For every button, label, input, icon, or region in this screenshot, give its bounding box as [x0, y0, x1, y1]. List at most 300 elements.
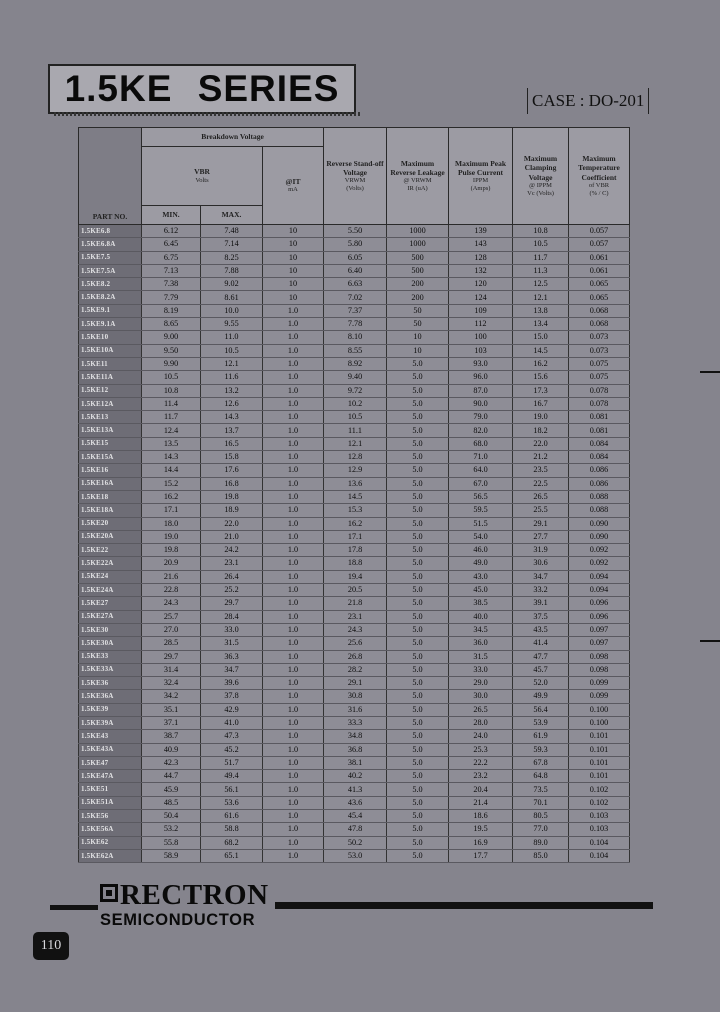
table-row [79, 464, 630, 477]
cell-peak-pulse: 45.0 [449, 584, 513, 597]
cell-standoff: 24.3 [324, 623, 387, 636]
cell-vbr-min: 25.7 [142, 610, 201, 623]
cell-part-no: 1.5KE24A [79, 584, 142, 597]
cell-clamping: 56.4 [513, 703, 569, 716]
table-row [79, 783, 630, 796]
table-row [79, 331, 630, 344]
cell-leakage: 5.0 [387, 716, 449, 729]
cell-temp-coef: 0.073 [569, 331, 630, 344]
cell-temp-coef: 0.092 [569, 544, 630, 557]
table-row [79, 291, 630, 304]
cell-part-no: 1.5KE10 [79, 331, 142, 344]
cell-leakage: 200 [387, 278, 449, 291]
cell-vbr-min: 16.2 [142, 490, 201, 503]
cell-leakage: 5.0 [387, 849, 449, 862]
cell-vbr-min: 28.5 [142, 637, 201, 650]
cell-vbr-min: 45.9 [142, 783, 201, 796]
cell-clamping: 13.4 [513, 318, 569, 331]
cell-vbr-min: 10.8 [142, 384, 201, 397]
cell-temp-coef: 0.068 [569, 318, 630, 331]
cell-vbr-min: 14.3 [142, 451, 201, 464]
cell-vbr-max: 18.9 [201, 504, 263, 517]
cell-vbr-max: 65.1 [201, 849, 263, 862]
cell-standoff: 21.8 [324, 597, 387, 610]
cell-temp-coef: 0.057 [569, 238, 630, 251]
table-row [79, 318, 630, 331]
cell-vbr-max: 31.5 [201, 637, 263, 650]
cell-clamping: 30.6 [513, 557, 569, 570]
cell-clamping: 12.5 [513, 278, 569, 291]
cell-part-no: 1.5KE56 [79, 810, 142, 823]
cell-leakage: 10 [387, 331, 449, 344]
cell-peak-pulse: 25.3 [449, 743, 513, 756]
cell-clamping: 16.7 [513, 397, 569, 410]
table-row [79, 397, 630, 410]
cell-peak-pulse: 43.0 [449, 570, 513, 583]
cell-standoff: 20.5 [324, 584, 387, 597]
cell-standoff: 28.2 [324, 663, 387, 676]
table-row [79, 477, 630, 490]
cell-it: 1.0 [263, 397, 324, 410]
cell-temp-coef: 0.065 [569, 278, 630, 291]
cell-part-no: 1.5KE9.1A [79, 318, 142, 331]
cell-standoff: 38.1 [324, 756, 387, 769]
cell-peak-pulse: 33.0 [449, 663, 513, 676]
cell-temp-coef: 0.098 [569, 650, 630, 663]
header-it: @IT mA [263, 147, 324, 225]
cell-clamping: 49.9 [513, 690, 569, 703]
cell-vbr-max: 36.3 [201, 650, 263, 663]
cell-part-no: 1.5KE10A [79, 344, 142, 357]
table-row [79, 716, 630, 729]
cell-peak-pulse: 100 [449, 331, 513, 344]
cell-part-no: 1.5KE18 [79, 490, 142, 503]
cell-clamping: 89.0 [513, 836, 569, 849]
table-row [79, 796, 630, 809]
header-min: MIN. [142, 206, 201, 225]
cell-leakage: 5.0 [387, 637, 449, 650]
cell-vbr-min: 19.8 [142, 544, 201, 557]
cell-vbr-min: 9.90 [142, 357, 201, 370]
cell-temp-coef: 0.101 [569, 756, 630, 769]
cell-clamping: 13.8 [513, 304, 569, 317]
cell-part-no: 1.5KE47A [79, 770, 142, 783]
table-row [79, 730, 630, 743]
cell-clamping: 53.9 [513, 716, 569, 729]
cell-peak-pulse: 96.0 [449, 371, 513, 384]
cell-temp-coef: 0.100 [569, 703, 630, 716]
cell-temp-coef: 0.088 [569, 490, 630, 503]
header-temp-coef: Maximum Temperature Coefficient of VBR (% / C) [569, 128, 630, 225]
cell-peak-pulse: 36.0 [449, 637, 513, 650]
cell-vbr-max: 42.9 [201, 703, 263, 716]
cell-it: 1.0 [263, 304, 324, 317]
cell-peak-pulse: 51.5 [449, 517, 513, 530]
cell-peak-pulse: 112 [449, 318, 513, 331]
cell-it: 1.0 [263, 836, 324, 849]
cell-clamping: 39.1 [513, 597, 569, 610]
cell-it: 1.0 [263, 371, 324, 384]
cell-peak-pulse: 34.5 [449, 623, 513, 636]
cell-peak-pulse: 18.6 [449, 810, 513, 823]
cell-part-no: 1.5KE12 [79, 384, 142, 397]
table-row [79, 810, 630, 823]
cell-temp-coef: 0.090 [569, 517, 630, 530]
cell-vbr-max: 29.7 [201, 597, 263, 610]
cell-temp-coef: 0.094 [569, 570, 630, 583]
table-row [79, 637, 630, 650]
cell-peak-pulse: 132 [449, 264, 513, 277]
cell-clamping: 10.8 [513, 225, 569, 238]
cell-clamping: 37.5 [513, 610, 569, 623]
cell-clamping: 70.1 [513, 796, 569, 809]
cell-temp-coef: 0.086 [569, 477, 630, 490]
cell-temp-coef: 0.061 [569, 264, 630, 277]
table-row [79, 490, 630, 503]
cell-vbr-max: 16.5 [201, 437, 263, 450]
cell-peak-pulse: 139 [449, 225, 513, 238]
cell-vbr-max: 56.1 [201, 783, 263, 796]
cell-clamping: 15.6 [513, 371, 569, 384]
cell-peak-pulse: 38.5 [449, 597, 513, 610]
cell-vbr-min: 10.5 [142, 371, 201, 384]
cell-vbr-max: 37.8 [201, 690, 263, 703]
table-row [79, 597, 630, 610]
cell-temp-coef: 0.057 [569, 225, 630, 238]
cell-it: 1.0 [263, 530, 324, 543]
cell-temp-coef: 0.061 [569, 251, 630, 264]
cell-vbr-min: 50.4 [142, 810, 201, 823]
cell-leakage: 5.0 [387, 730, 449, 743]
table-row [79, 849, 630, 862]
cell-clamping: 25.5 [513, 504, 569, 517]
cell-standoff: 15.3 [324, 504, 387, 517]
cell-temp-coef: 0.068 [569, 304, 630, 317]
cell-temp-coef: 0.086 [569, 464, 630, 477]
table-row [79, 371, 630, 384]
cell-peak-pulse: 128 [449, 251, 513, 264]
cell-part-no: 1.5KE27 [79, 597, 142, 610]
cell-vbr-min: 29.7 [142, 650, 201, 663]
cell-part-no: 1.5KE22A [79, 557, 142, 570]
table-row [79, 504, 630, 517]
header-standoff: Reverse Stand-off Voltage VRWM (Volts) [324, 128, 387, 225]
cell-vbr-max: 22.0 [201, 517, 263, 530]
cell-vbr-min: 44.7 [142, 770, 201, 783]
cell-temp-coef: 0.101 [569, 730, 630, 743]
cell-part-no: 1.5KE11 [79, 357, 142, 370]
cell-vbr-min: 37.1 [142, 716, 201, 729]
cell-standoff: 5.50 [324, 225, 387, 238]
table-row [79, 743, 630, 756]
cell-vbr-min: 38.7 [142, 730, 201, 743]
header-peak-pulse: Maximum Peak Pulse Current IPPM (Amps) [449, 128, 513, 225]
table-row [79, 584, 630, 597]
cell-peak-pulse: 19.5 [449, 823, 513, 836]
cell-vbr-max: 11.0 [201, 331, 263, 344]
cell-vbr-max: 8.61 [201, 291, 263, 304]
footer-rule-right [275, 902, 653, 909]
table-row [79, 623, 630, 636]
cell-standoff: 26.8 [324, 650, 387, 663]
cell-vbr-min: 34.2 [142, 690, 201, 703]
cell-it: 1.0 [263, 690, 324, 703]
cell-vbr-max: 41.0 [201, 716, 263, 729]
cell-it: 1.0 [263, 703, 324, 716]
cell-clamping: 85.0 [513, 849, 569, 862]
table-row [79, 823, 630, 836]
cell-vbr-min: 24.3 [142, 597, 201, 610]
cell-peak-pulse: 30.0 [449, 690, 513, 703]
cell-leakage: 5.0 [387, 770, 449, 783]
cell-standoff: 7.02 [324, 291, 387, 304]
cell-vbr-max: 28.4 [201, 610, 263, 623]
cell-vbr-max: 24.2 [201, 544, 263, 557]
cell-leakage: 5.0 [387, 703, 449, 716]
cell-leakage: 5.0 [387, 610, 449, 623]
cell-temp-coef: 0.097 [569, 637, 630, 650]
cell-temp-coef: 0.094 [569, 584, 630, 597]
cell-standoff: 36.8 [324, 743, 387, 756]
cell-leakage: 1000 [387, 238, 449, 251]
cell-vbr-min: 8.65 [142, 318, 201, 331]
cell-part-no: 1.5KE11A [79, 371, 142, 384]
cell-peak-pulse: 20.4 [449, 783, 513, 796]
cell-leakage: 5.0 [387, 464, 449, 477]
cell-it: 1.0 [263, 570, 324, 583]
cell-leakage: 5.0 [387, 530, 449, 543]
cell-vbr-max: 23.1 [201, 557, 263, 570]
cell-peak-pulse: 26.5 [449, 703, 513, 716]
cell-clamping: 23.5 [513, 464, 569, 477]
cell-standoff: 12.8 [324, 451, 387, 464]
cell-part-no: 1.5KE27A [79, 610, 142, 623]
cell-clamping: 52.0 [513, 677, 569, 690]
cell-leakage: 500 [387, 251, 449, 264]
cell-part-no: 1.5KE43A [79, 743, 142, 756]
cell-peak-pulse: 17.7 [449, 849, 513, 862]
cell-part-no: 1.5KE43 [79, 730, 142, 743]
cell-standoff: 53.0 [324, 849, 387, 862]
cell-it: 10 [263, 264, 324, 277]
cell-it: 1.0 [263, 477, 324, 490]
cell-vbr-min: 9.50 [142, 344, 201, 357]
cell-vbr-max: 49.4 [201, 770, 263, 783]
cell-temp-coef: 0.097 [569, 623, 630, 636]
header-max: MAX. [201, 206, 263, 225]
cell-standoff: 7.37 [324, 304, 387, 317]
cell-clamping: 41.4 [513, 637, 569, 650]
cell-peak-pulse: 23.2 [449, 770, 513, 783]
cell-peak-pulse: 87.0 [449, 384, 513, 397]
cell-standoff: 43.6 [324, 796, 387, 809]
cell-part-no: 1.5KE7.5A [79, 264, 142, 277]
cell-leakage: 5.0 [387, 584, 449, 597]
cell-peak-pulse: 79.0 [449, 411, 513, 424]
cell-it: 1.0 [263, 823, 324, 836]
cell-standoff: 33.3 [324, 716, 387, 729]
cell-temp-coef: 0.103 [569, 823, 630, 836]
cell-standoff: 6.05 [324, 251, 387, 264]
rectron-logo [100, 880, 275, 930]
cell-part-no: 1.5KE47 [79, 756, 142, 769]
cell-peak-pulse: 22.2 [449, 756, 513, 769]
cell-part-no: 1.5KE36A [79, 690, 142, 703]
cell-temp-coef: 0.081 [569, 424, 630, 437]
cell-standoff: 12.1 [324, 437, 387, 450]
cell-part-no: 1.5KE62A [79, 849, 142, 862]
cell-part-no: 1.5KE13A [79, 424, 142, 437]
cell-leakage: 5.0 [387, 650, 449, 663]
table-row [79, 225, 630, 238]
cell-peak-pulse: 31.5 [449, 650, 513, 663]
cell-standoff: 18.8 [324, 557, 387, 570]
cell-temp-coef: 0.075 [569, 371, 630, 384]
table-row [79, 451, 630, 464]
cell-it: 1.0 [263, 544, 324, 557]
cell-it: 1.0 [263, 623, 324, 636]
cell-leakage: 5.0 [387, 411, 449, 424]
cell-it: 1.0 [263, 849, 324, 862]
cell-part-no: 1.5KE62 [79, 836, 142, 849]
cell-temp-coef: 0.065 [569, 291, 630, 304]
cell-vbr-max: 7.48 [201, 225, 263, 238]
cell-clamping: 19.0 [513, 411, 569, 424]
cell-leakage: 5.0 [387, 504, 449, 517]
cell-clamping: 14.5 [513, 344, 569, 357]
table-row [79, 517, 630, 530]
cell-peak-pulse: 143 [449, 238, 513, 251]
cell-part-no: 1.5KE6.8 [79, 225, 142, 238]
cell-it: 1.0 [263, 318, 324, 331]
cell-peak-pulse: 28.0 [449, 716, 513, 729]
cell-standoff: 8.10 [324, 331, 387, 344]
cell-it: 1.0 [263, 517, 324, 530]
cell-it: 1.0 [263, 796, 324, 809]
cell-clamping: 29.1 [513, 517, 569, 530]
cell-standoff: 50.2 [324, 836, 387, 849]
cell-vbr-min: 31.4 [142, 663, 201, 676]
cell-standoff: 17.8 [324, 544, 387, 557]
cell-leakage: 5.0 [387, 823, 449, 836]
cell-standoff: 6.63 [324, 278, 387, 291]
cell-part-no: 1.5KE16 [79, 464, 142, 477]
cell-clamping: 33.2 [513, 584, 569, 597]
cell-part-no: 1.5KE7.5 [79, 251, 142, 264]
cell-part-no: 1.5KE12A [79, 397, 142, 410]
table-row [79, 663, 630, 676]
cell-vbr-min: 11.7 [142, 411, 201, 424]
cell-leakage: 5.0 [387, 424, 449, 437]
table-row [79, 677, 630, 690]
cell-clamping: 11.7 [513, 251, 569, 264]
cell-part-no: 1.5KE15 [79, 437, 142, 450]
cell-leakage: 5.0 [387, 397, 449, 410]
cell-vbr-max: 7.14 [201, 238, 263, 251]
table-row [79, 836, 630, 849]
page-number: 110 [33, 932, 69, 960]
cell-vbr-min: 18.0 [142, 517, 201, 530]
cell-part-no: 1.5KE8.2A [79, 291, 142, 304]
cell-part-no: 1.5KE51 [79, 783, 142, 796]
footer-rule-left [50, 905, 98, 910]
table-row [79, 570, 630, 583]
cell-it: 1.0 [263, 424, 324, 437]
cell-peak-pulse: 29.0 [449, 677, 513, 690]
cell-clamping: 22.0 [513, 437, 569, 450]
cell-leakage: 5.0 [387, 623, 449, 636]
cell-clamping: 64.8 [513, 770, 569, 783]
cell-part-no: 1.5KE15A [79, 451, 142, 464]
cell-standoff: 16.2 [324, 517, 387, 530]
table-row [79, 690, 630, 703]
cell-vbr-min: 55.8 [142, 836, 201, 849]
scan-mark [700, 371, 720, 373]
cell-leakage: 5.0 [387, 597, 449, 610]
cell-standoff: 29.1 [324, 677, 387, 690]
table-row [79, 770, 630, 783]
cell-it: 1.0 [263, 770, 324, 783]
cell-standoff: 9.72 [324, 384, 387, 397]
cell-leakage: 5.0 [387, 557, 449, 570]
table-row [79, 344, 630, 357]
cell-vbr-max: 12.6 [201, 397, 263, 410]
cell-it: 1.0 [263, 384, 324, 397]
cell-standoff: 17.1 [324, 530, 387, 543]
cell-leakage: 10 [387, 344, 449, 357]
cell-part-no: 1.5KE30A [79, 637, 142, 650]
cell-it: 10 [263, 225, 324, 238]
cell-vbr-min: 48.5 [142, 796, 201, 809]
cell-standoff: 9.40 [324, 371, 387, 384]
cell-clamping: 16.2 [513, 357, 569, 370]
cell-leakage: 50 [387, 304, 449, 317]
cell-it: 1.0 [263, 637, 324, 650]
cell-standoff: 31.6 [324, 703, 387, 716]
cell-leakage: 5.0 [387, 451, 449, 464]
cell-vbr-min: 6.45 [142, 238, 201, 251]
header-part-no: PART NO. [79, 128, 142, 225]
cell-clamping: 18.2 [513, 424, 569, 437]
cell-clamping: 12.1 [513, 291, 569, 304]
table-row [79, 304, 630, 317]
cell-leakage: 1000 [387, 225, 449, 238]
logo-subtitle: SEMICONDUCTOR [100, 911, 256, 929]
cell-leakage: 5.0 [387, 743, 449, 756]
cell-vbr-max: 13.7 [201, 424, 263, 437]
cell-vbr-min: 6.12 [142, 225, 201, 238]
cell-leakage: 5.0 [387, 544, 449, 557]
case-label: CASE : DO-201 [527, 88, 649, 114]
cell-leakage: 200 [387, 291, 449, 304]
cell-part-no: 1.5KE56A [79, 823, 142, 836]
header-clamping: Maximum Clamping Voltage @ IPPM Vc (Volts) [513, 128, 569, 225]
cell-part-no: 1.5KE22 [79, 544, 142, 557]
table-row [79, 251, 630, 264]
cell-temp-coef: 0.103 [569, 810, 630, 823]
cell-vbr-min: 40.9 [142, 743, 201, 756]
cell-peak-pulse: 24.0 [449, 730, 513, 743]
cell-peak-pulse: 40.0 [449, 610, 513, 623]
cell-vbr-min: 9.00 [142, 331, 201, 344]
cell-leakage: 5.0 [387, 357, 449, 370]
cell-standoff: 11.1 [324, 424, 387, 437]
cell-vbr-min: 13.5 [142, 437, 201, 450]
cell-temp-coef: 0.102 [569, 796, 630, 809]
cell-vbr-max: 61.6 [201, 810, 263, 823]
table-row [79, 264, 630, 277]
cell-vbr-min: 7.79 [142, 291, 201, 304]
